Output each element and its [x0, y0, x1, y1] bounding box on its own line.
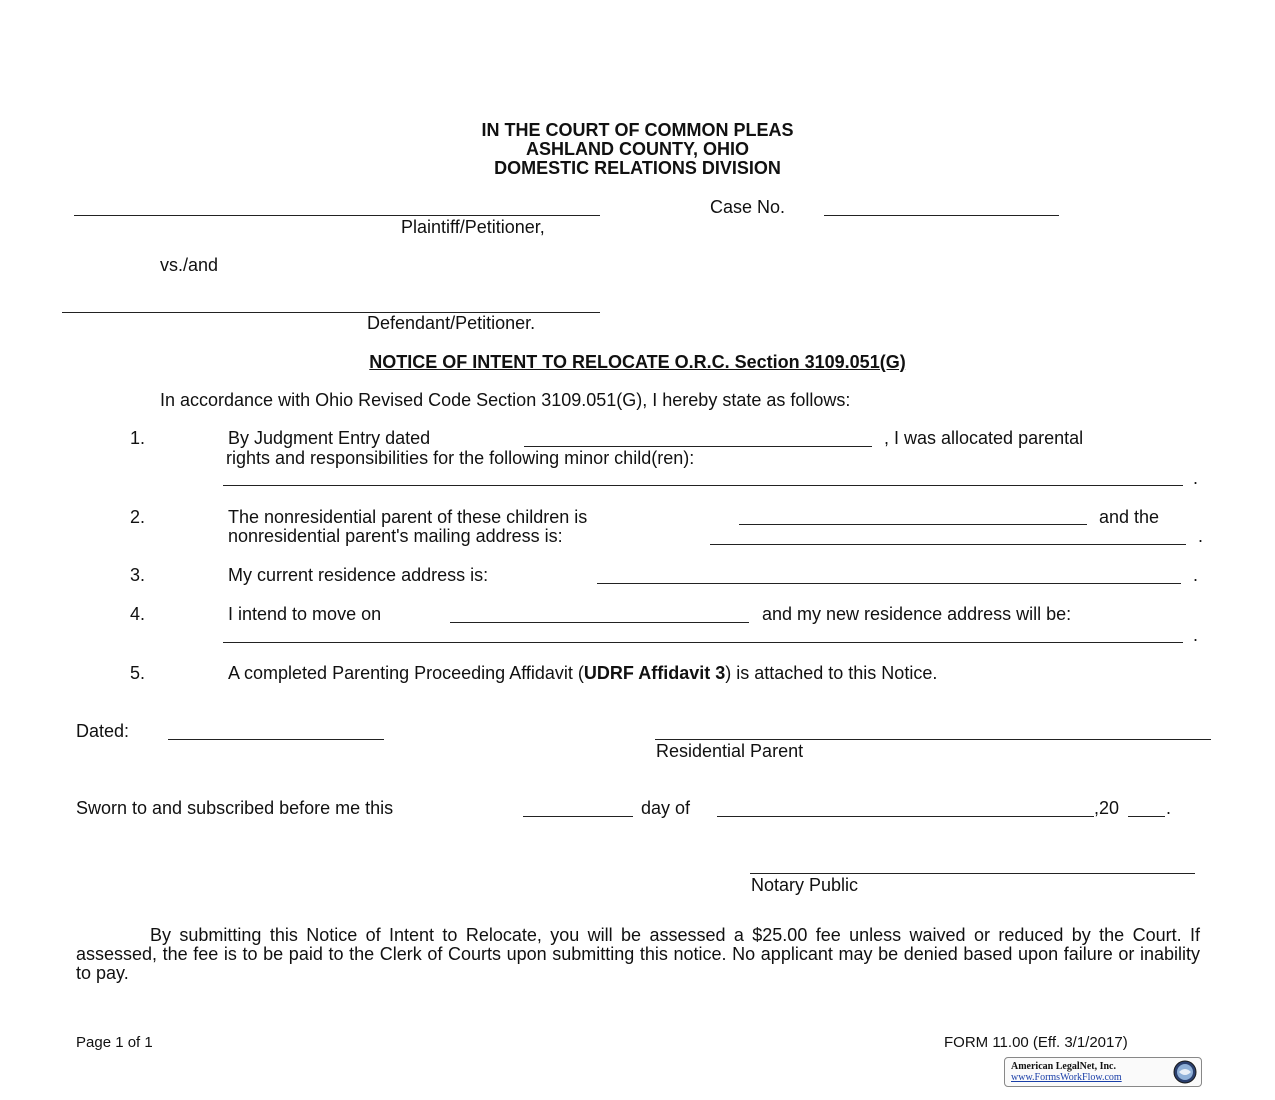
sworn-period: . [1166, 798, 1172, 818]
form-number: FORM 11.00 (Eff. 3/1/2017) [944, 1034, 1128, 1051]
case-no-label: Case No. [710, 197, 786, 217]
sworn-text: Sworn to and subscribed before me this [76, 798, 394, 818]
plaintiff-name-line[interactable] [74, 215, 600, 216]
court-name: IN THE COURT OF COMMON PLEAS [481, 120, 794, 140]
residential-parent-label: Residential Parent [656, 741, 804, 761]
item-2-period: . [1198, 526, 1204, 546]
defendant-label: Defendant/Petitioner. [367, 313, 536, 333]
nonresidential-parent-line[interactable] [739, 524, 1087, 525]
sworn-day-line[interactable] [523, 816, 633, 817]
notary-signature-line[interactable] [750, 873, 1195, 874]
form-title: NOTICE OF INTENT TO RELOCATE O.R.C. Section 3109.051(G) [369, 352, 906, 372]
notary-label: Notary Public [751, 875, 859, 895]
plaintiff-label: Plaintiff/Petitioner, [401, 217, 545, 237]
page-number: Page 1 of 1 [76, 1034, 153, 1051]
dated-line[interactable] [168, 739, 384, 740]
case-no-line[interactable] [824, 215, 1059, 216]
publisher-logo[interactable] [1004, 1057, 1202, 1087]
item-2-text-c: nonresidential parent's mailing address is: [228, 526, 563, 546]
intro-text: In accordance with Ohio Revised Code Section 3109.051(G), I hereby state as follows: [160, 390, 851, 410]
udrf-affidavit-ref: UDRF Affidavit 3 [583, 663, 726, 683]
division-name: DOMESTIC RELATIONS DIVISION [494, 158, 781, 178]
item-1-period: . [1193, 468, 1199, 488]
item-1-text-b: , I was allocated parental [884, 428, 1084, 448]
residential-parent-signature-line[interactable] [655, 739, 1211, 740]
globe-icon [1173, 1060, 1197, 1084]
children-names-line[interactable] [223, 485, 1183, 486]
new-address-line[interactable] [223, 642, 1183, 643]
item-3-number: 3. [130, 565, 146, 585]
item-2-text: The nonresidential parent of these children is [228, 507, 588, 527]
item-5-number: 5. [130, 663, 146, 683]
item-2-number: 2. [130, 507, 146, 527]
judgment-date-line[interactable] [524, 446, 872, 447]
item-2-text-b: and the [1099, 507, 1160, 527]
item-3-text: My current residence address is: [228, 565, 489, 585]
item-4-text: I intend to move on [228, 604, 382, 624]
sworn-month-line[interactable] [717, 816, 1094, 817]
dated-label: Dated: [76, 721, 130, 741]
county-name: ASHLAND COUNTY, OHIO [525, 139, 749, 159]
item-1-number: 1. [130, 428, 146, 448]
item-4-number: 4. [130, 604, 146, 624]
item-5-text: A completed Parenting Proceeding Affidavit (UDRF Affidavit 3) is attached to this Notice. [228, 663, 938, 683]
item-4-period: . [1193, 625, 1199, 645]
mailing-address-line[interactable] [710, 544, 1186, 545]
fee-notice-paragraph: By submitting this Notice of Intent to Relocate, you will be assessed a $25.00 fee unless waived or reduced by the Court. If assessed, the fee is to be paid to the Clerk of Courts upon submitting this notice. No applicant may be denied based upon failure or inability to pay. [76, 925, 1200, 983]
vs-label: vs./and [160, 255, 219, 275]
sworn-year-prefix: ,20 [1094, 798, 1120, 818]
item-3-period: . [1193, 565, 1199, 585]
sworn-year-line[interactable] [1128, 816, 1165, 817]
item-1-text-c: rights and responsibilities for the following minor child(ren): [226, 448, 695, 468]
current-address-line[interactable] [597, 583, 1181, 584]
sworn-day-of: day of [641, 798, 691, 818]
logo-company-name: American LegalNet, Inc. [1011, 1061, 1116, 1072]
item-4-text-b: and my new residence address will be: [762, 604, 1072, 624]
item-1-text: By Judgment Entry dated [228, 428, 431, 448]
move-date-line[interactable] [450, 622, 749, 623]
logo-url[interactable]: www.FormsWorkFlow.com [1011, 1072, 1122, 1083]
